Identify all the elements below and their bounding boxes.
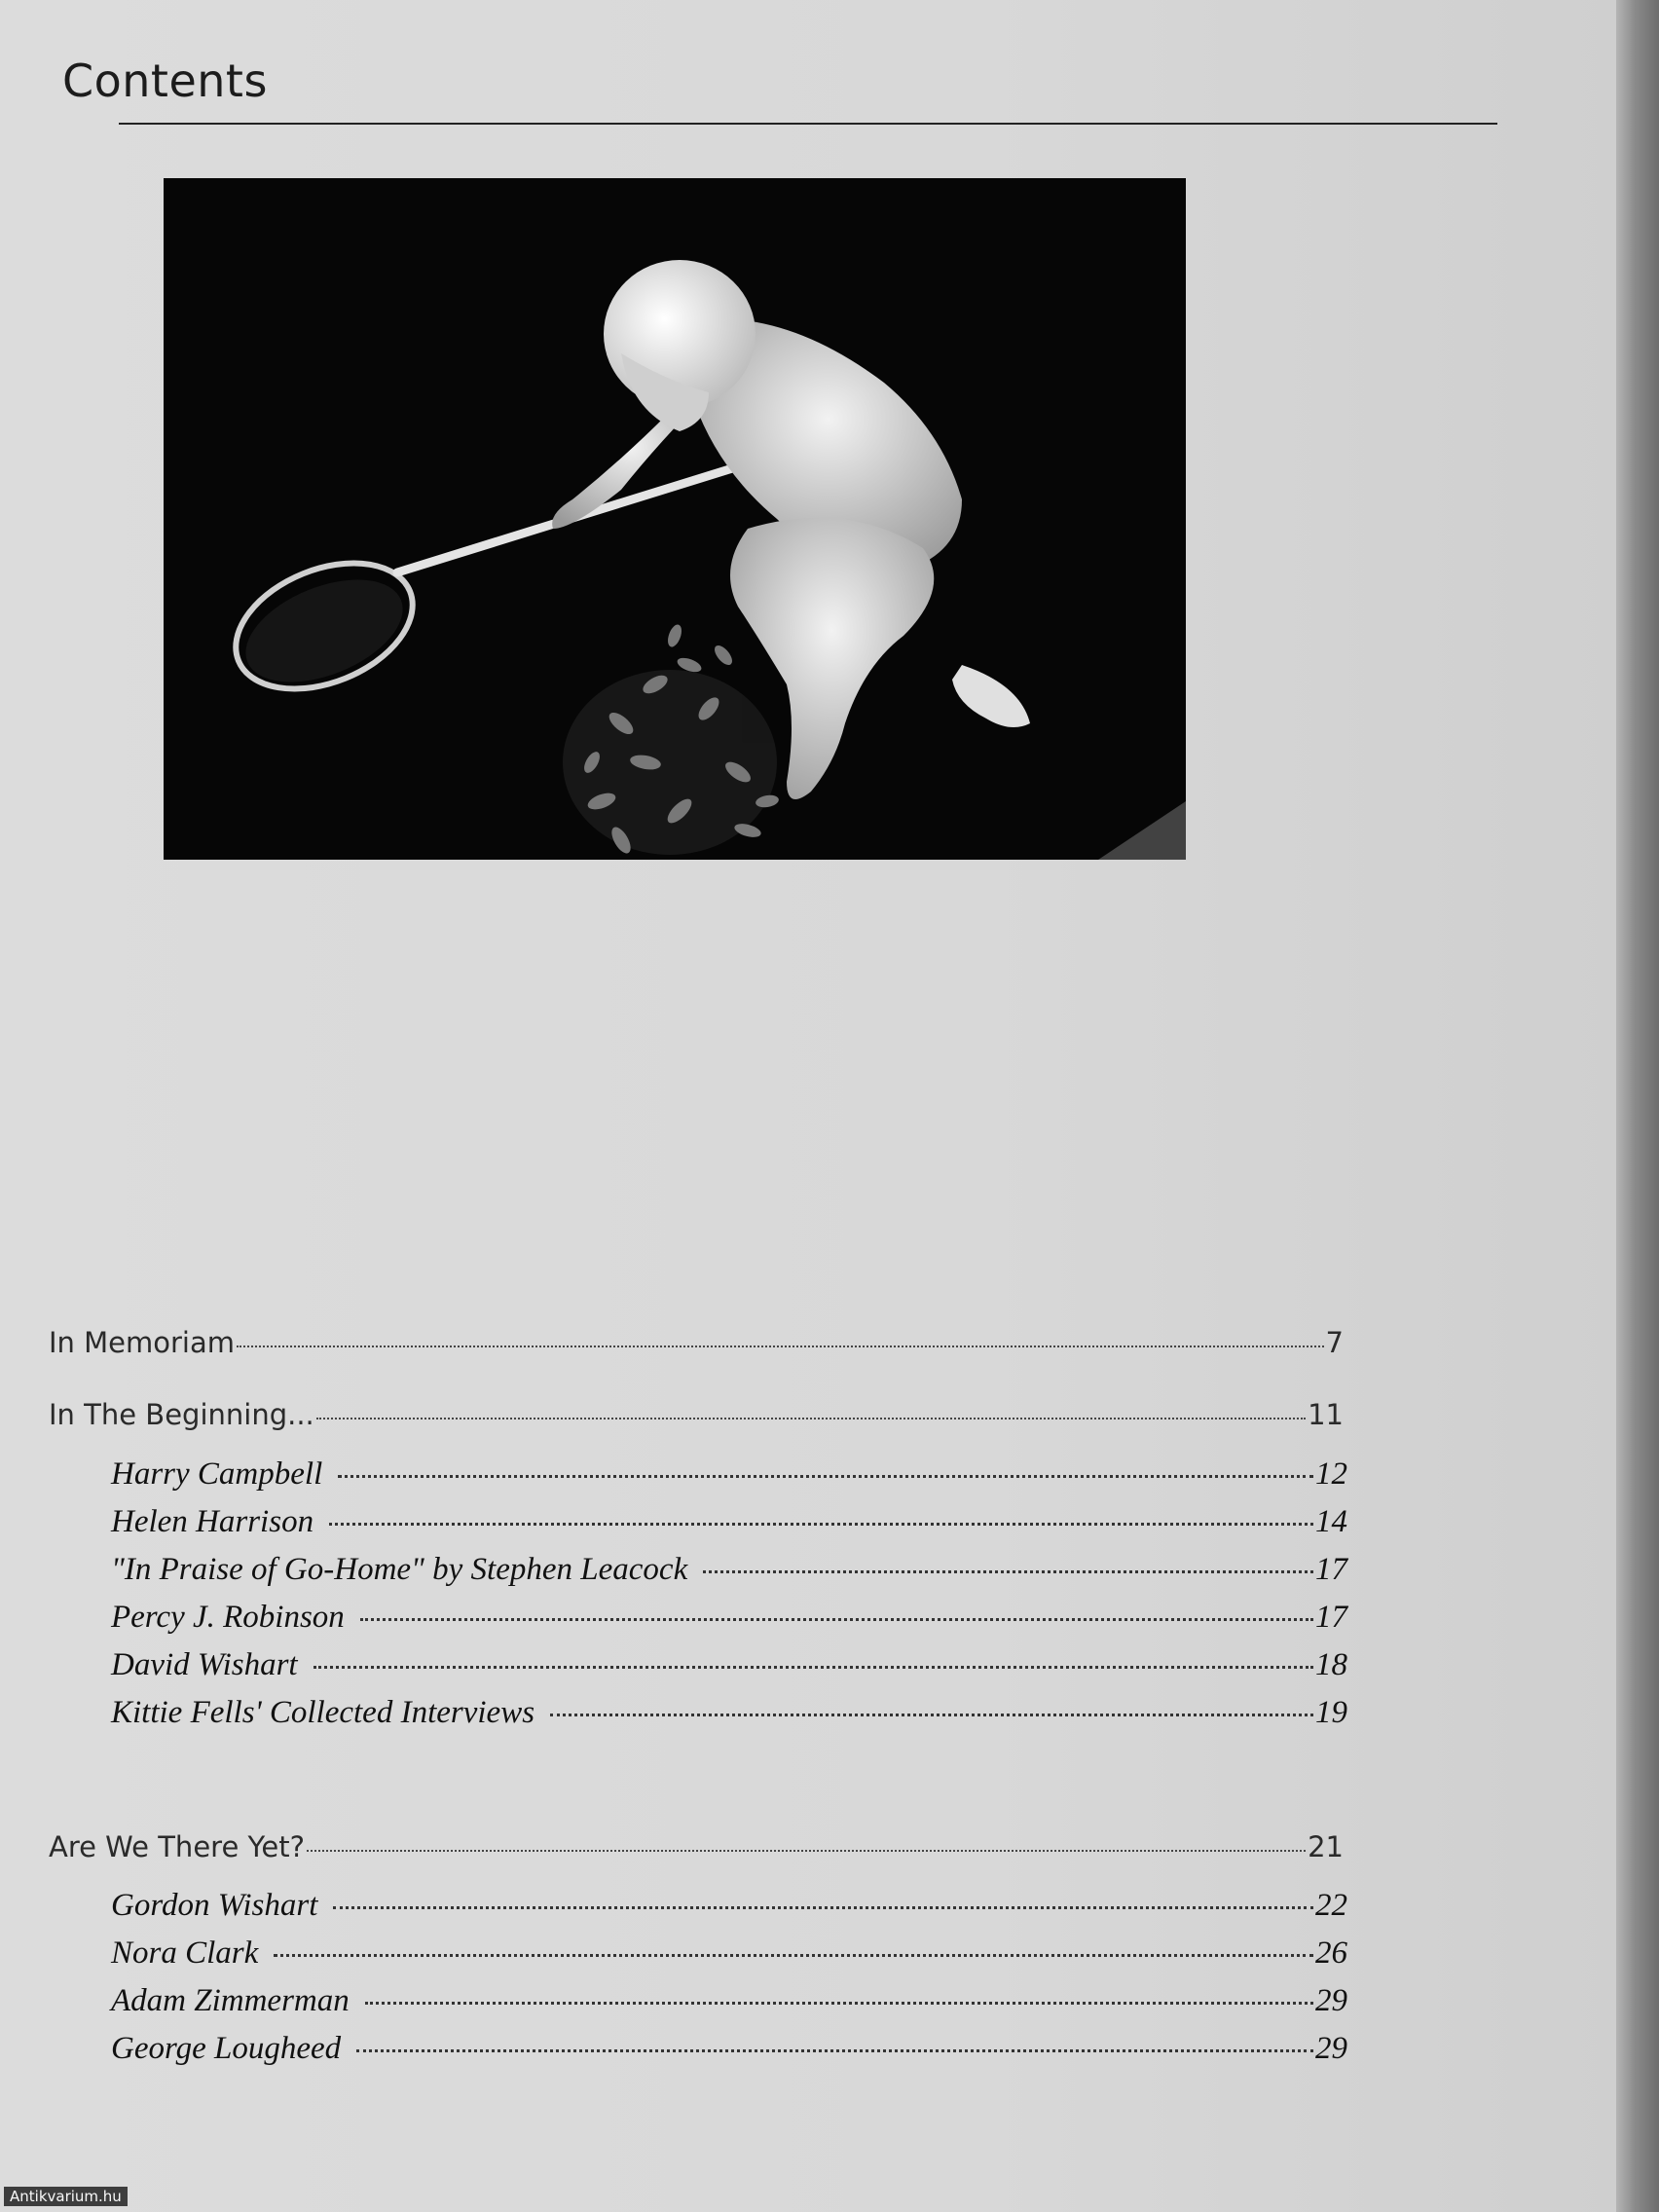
toc-page-number: 12 xyxy=(1315,1456,1347,1492)
toc-entry xyxy=(111,1936,1347,1972)
toc-leader xyxy=(313,1666,1313,1669)
toc-section-are-we-there-yet xyxy=(49,1830,1344,1863)
toc-leader xyxy=(360,1618,1313,1621)
toc-page-number: 7 xyxy=(1325,1326,1344,1359)
toc-leader xyxy=(237,1346,1324,1347)
toc-leader xyxy=(703,1570,1313,1573)
toc-section-in-memoriam xyxy=(49,1326,1344,1359)
toc-page-number: 17 xyxy=(1315,1552,1347,1587)
toc-leader xyxy=(550,1714,1313,1716)
toc-section-label: Are We There Yet? xyxy=(49,1830,305,1863)
toc-entry-label: George Lougheed xyxy=(111,2031,342,2066)
toc-entry-label: David Wishart xyxy=(111,1647,298,1682)
toc-entry-label: Nora Clark xyxy=(111,1936,259,1971)
toc-leader xyxy=(274,1954,1313,1957)
book-spine-shadow xyxy=(1616,0,1659,2212)
toc-section-label: In The Beginning... xyxy=(49,1398,314,1431)
toc-leader xyxy=(307,1850,1306,1852)
photo xyxy=(164,178,1186,860)
toc-page-number: 14 xyxy=(1315,1504,1347,1539)
toc-page-number: 19 xyxy=(1315,1695,1347,1730)
toc-section-in-the-beginning xyxy=(49,1398,1344,1431)
toc-page-number: 17 xyxy=(1315,1600,1347,1635)
toc-entry-label: Kittie Fells' Collected Interviews xyxy=(111,1695,535,1730)
toc-entry xyxy=(111,1600,1347,1636)
toc-entry xyxy=(111,1888,1347,1924)
toc-entry-label: Helen Harrison xyxy=(111,1504,314,1539)
toc-entry xyxy=(111,1552,1347,1588)
toc-page-number: 18 xyxy=(1315,1647,1347,1682)
toc-entry xyxy=(111,2031,1347,2067)
toc-page-number: 29 xyxy=(1315,2031,1347,2066)
toc-leader xyxy=(329,1523,1313,1526)
toc-leader xyxy=(316,1418,1306,1419)
toc-entry xyxy=(111,1695,1347,1731)
toc-page-number: 21 xyxy=(1308,1830,1344,1863)
page-title: Contents xyxy=(62,55,268,107)
toc-entry-label: Percy J. Robinson xyxy=(111,1600,345,1635)
title-rule xyxy=(119,123,1497,125)
toc-page-number: 22 xyxy=(1315,1888,1347,1923)
child-with-butterfly-net-photo xyxy=(164,178,1186,860)
toc-entry-label: "In Praise of Go-Home" by Stephen Leacock xyxy=(111,1552,688,1587)
toc-entry xyxy=(111,1456,1347,1493)
toc-leader xyxy=(338,1475,1313,1478)
toc-leader xyxy=(333,1906,1313,1909)
toc-entry xyxy=(111,1504,1347,1540)
toc-entry xyxy=(111,1647,1347,1683)
toc-entry-label: Adam Zimmerman xyxy=(111,1983,350,2018)
toc-entry-label: Harry Campbell xyxy=(111,1456,323,1492)
toc-entry xyxy=(111,1983,1347,2019)
toc-leader xyxy=(356,2049,1313,2052)
toc-page-number: 26 xyxy=(1315,1936,1347,1971)
toc-entry-label: Gordon Wishart xyxy=(111,1888,318,1923)
toc-page-number: 29 xyxy=(1315,1983,1347,2018)
toc-page-number: 11 xyxy=(1308,1398,1344,1431)
toc-leader xyxy=(365,2002,1313,2005)
watermark: Antikvarium.hu xyxy=(4,2187,128,2206)
toc-section-label: In Memoriam xyxy=(49,1326,236,1359)
